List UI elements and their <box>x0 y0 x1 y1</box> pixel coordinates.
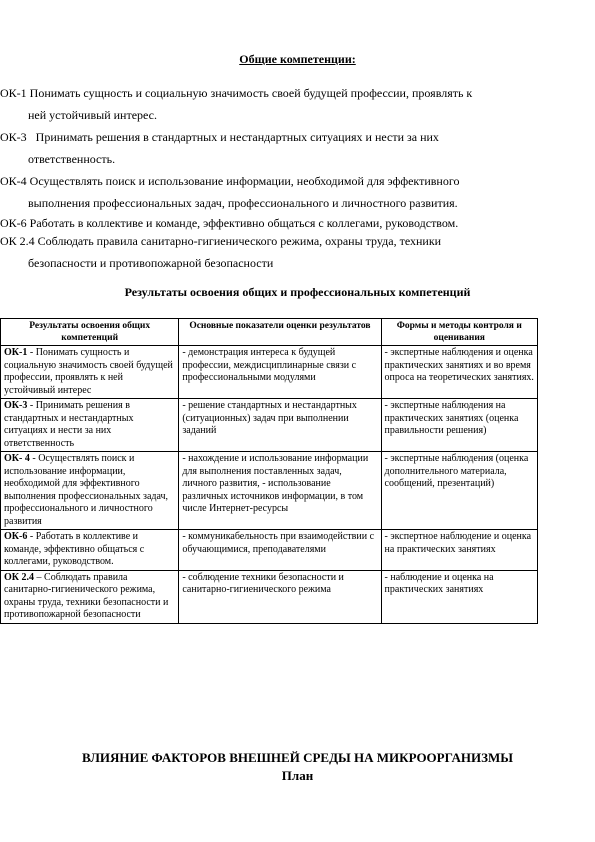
result-cell: ОК- 4 - Осуществлять поиск и использование информации, необходимой для эффективного выполнения профессиональных задач, профессионального и личностного развития <box>1 452 179 530</box>
competency-text-continued: ответственность. <box>28 152 116 166</box>
result-cell: ОК 2.4 – Соблюдать правила санитарно-гигиенического режима, охраны труда, техники безопасности и противопожарной безопасности <box>1 570 179 623</box>
competency-text: Работать в коллективе и команде, эффективно общаться с коллегами, руководством. <box>29 216 459 230</box>
table-row <box>1 452 538 530</box>
column-header: Результаты освоения общих компетенций <box>1 319 179 346</box>
table-row <box>1 570 538 623</box>
methods-cell: - экспертные наблюдения и оценка практических занятиях и во время опроса на теоретических занятиях. <box>381 346 537 399</box>
indicators-cell: - коммуникабельность при взаимодействии с обучающимися, преподавателями <box>179 530 381 571</box>
methods-cell: - экспертные наблюдения на практических занятиях (оценка правильности решения) <box>381 399 537 452</box>
competency-code: ОК-1 <box>0 86 27 100</box>
table-row <box>1 530 538 571</box>
methods-cell: - наблюдение и оценка на практических занятиях <box>381 570 537 623</box>
competency-text-continued: выполнения профессиональных задач, профессионального и личностного развития. <box>28 196 458 210</box>
competency-code: ОК-3 <box>0 130 27 144</box>
indicators-cell: - соблюдение техники безопасности и санитарно-гигиенического режима <box>179 570 381 623</box>
methods-cell: - экспертное наблюдение и оценка на практических занятиях <box>381 530 537 571</box>
indicators-cell: - нахождение и использование информации для выполнения поставленных задач, личного развития, - использование различных источников информации, в том числе Интернет-ресурсы <box>179 452 381 530</box>
result-cell: ОК-1 - Понимать сущность и социальную значимость своей будущей профессии, проявлять к ней устойчивый интерес <box>1 346 179 399</box>
section-title: ВЛИЯНИЕ ФАКТОРОВ ВНЕШНЕЙ СРЕДЫ НА МИКРООРГАНИЗМЫ <box>82 750 513 765</box>
column-header: Формы и методы контроля и оценивания <box>381 319 537 346</box>
row-code: ОК-3 <box>4 400 28 411</box>
general-competencies-heading: Общие компетенции: <box>239 52 356 66</box>
competency-text: Понимать сущность и социальную значимость своей будущей профессии, проявлять к <box>29 86 473 100</box>
row-code: ОК-6 <box>4 531 28 542</box>
competency-text: Соблюдать правила санитарно-гигиенического режима, охраны труда, техники <box>37 234 442 248</box>
table-row <box>1 399 538 452</box>
result-cell: ОК-6 - Работать в коллективе и команде, эффективно общаться с коллегами, руководством. <box>1 530 179 571</box>
competency-code: ОК-6 <box>0 216 27 230</box>
table-header-row <box>1 319 538 346</box>
table-row <box>1 346 538 399</box>
result-cell: ОК-3 - Принимать решения в стандартных и нестандартных ситуациях и нести за них ответственность <box>1 399 179 452</box>
results-heading: Результаты освоения общих и профессиональных компетенций <box>124 285 471 299</box>
indicators-cell: - демонстрация интереса к будущей профессии, междисциплинарные связи с профессиональными модулями <box>179 346 381 399</box>
competency-code: ОК-4 <box>0 174 27 188</box>
results-table <box>0 318 538 624</box>
row-code: ОК 2.4 <box>4 571 35 583</box>
methods-cell: - экспертные наблюдения (оценка дополнительного материала, сообщений, презентаций) <box>381 452 537 530</box>
indicators-cell: - решение стандартных и нестандартных (ситуационных) задач при выполнении заданий <box>179 399 381 452</box>
competency-text-continued: безопасности и противопожарной безопасности <box>28 256 274 270</box>
row-code: ОК- 4 <box>4 453 30 464</box>
competency-text-continued: ней устойчивый интерес. <box>28 108 157 122</box>
competency-text: Осуществлять поиск и использование информации, необходимой для эффективного <box>29 174 460 188</box>
row-code: ОК-1 <box>4 347 28 358</box>
competency-code: ОК 2.4 <box>0 234 35 248</box>
column-header: Основные показатели оценки результатов <box>179 319 381 346</box>
competency-text: Принимать решения в стандартных и нестандартных ситуациях и нести за них <box>35 130 439 144</box>
plan-title: План <box>281 768 314 783</box>
